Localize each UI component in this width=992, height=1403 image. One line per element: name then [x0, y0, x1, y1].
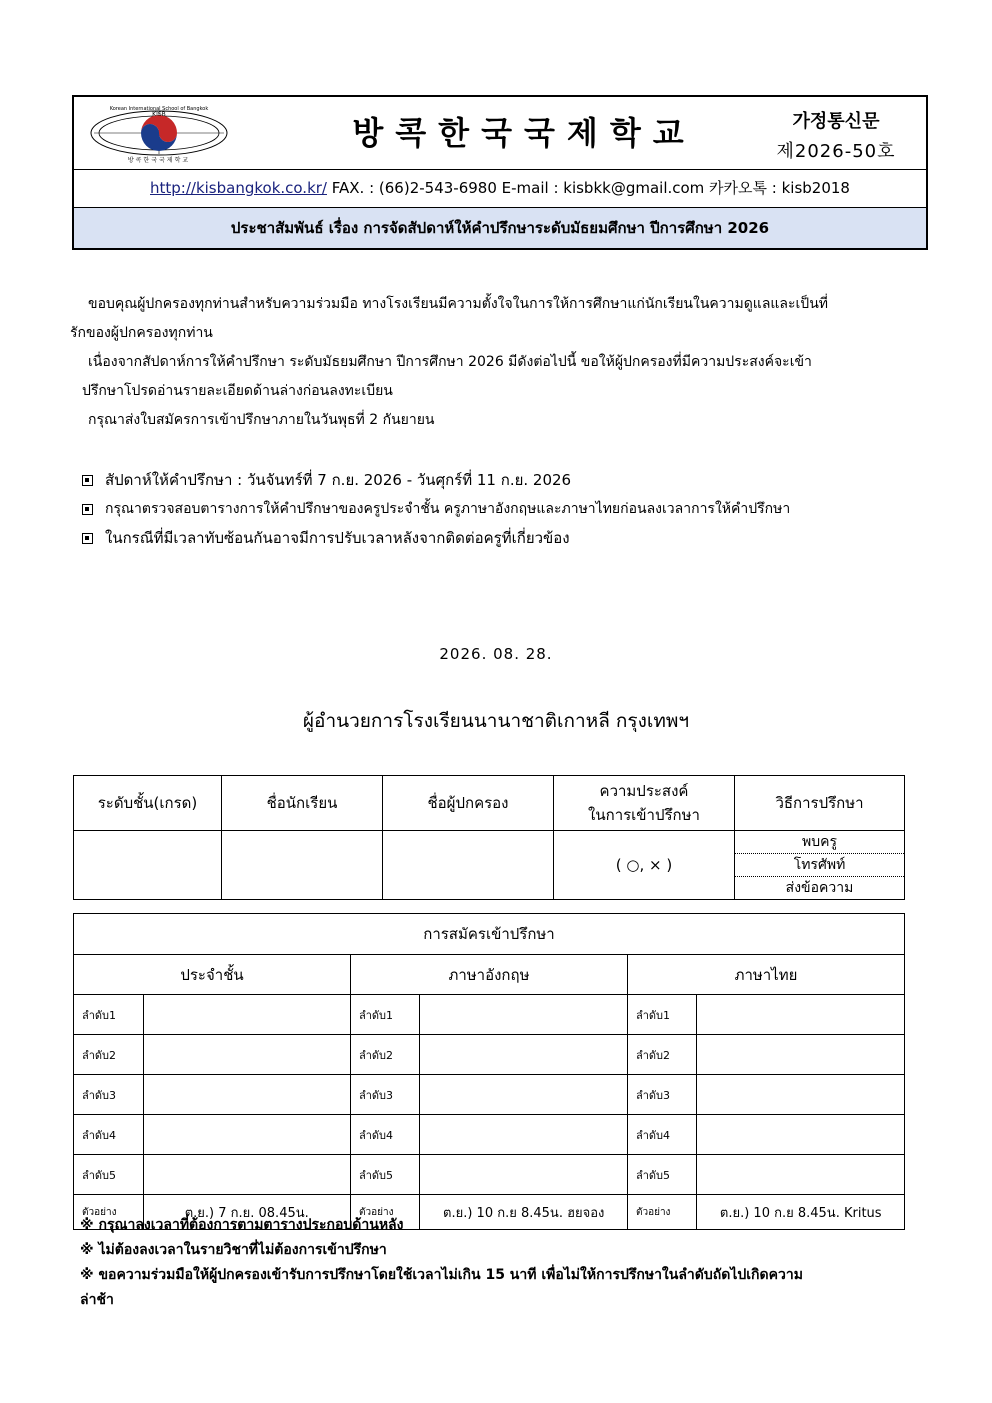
header-method: วิธีการปรึกษา — [735, 776, 905, 831]
logo-bottom-text: 방콕한국국제학교 — [127, 157, 191, 163]
contact-row — [74, 169, 926, 208]
thai-slot-3[interactable] — [697, 1075, 905, 1115]
student-name-input-cell[interactable] — [222, 831, 383, 900]
row-label: ลำดับ3 — [350, 1075, 420, 1115]
notice-label: 가정통신문 — [792, 111, 880, 132]
school-name: 방콕한국국제학교 — [352, 114, 696, 152]
english-slot-3[interactable] — [420, 1075, 627, 1115]
column-thai: ภาษาไทย — [627, 955, 904, 995]
row-label: ลำดับ3 — [627, 1075, 697, 1115]
thai-slot-4[interactable] — [697, 1115, 905, 1155]
bullet-text: สัปดาห์ให้คำปรึกษา : วันจันทร์ที่ 7 ก.ย. 2026 - วันศุกร์ที่ 11 ก.ย. 2026 — [105, 471, 572, 489]
homeroom-slot-5[interactable] — [143, 1155, 350, 1195]
homeroom-slot-2[interactable] — [143, 1035, 350, 1075]
header-grade: ระดับชั้น(เกรด) — [74, 776, 222, 831]
row-label: ลำดับ2 — [627, 1035, 697, 1075]
school-logo — [84, 105, 234, 163]
row-label: ลำดับ4 — [74, 1115, 144, 1155]
intent-input-cell[interactable]: ( ○, × ) — [554, 831, 735, 900]
row-label: ลำดับ2 — [74, 1035, 144, 1075]
english-slot-4[interactable] — [420, 1115, 627, 1155]
method-option-phone[interactable]: โทรศัพท์ — [735, 854, 904, 877]
paragraph-2-cont: ปรึกษาโปรดอ่านรายละเอียดด้านล่างก่อนลงทะเบียน — [82, 383, 393, 399]
row-label: ลำดับ5 — [627, 1155, 697, 1195]
example-label: ตัวอย่าง — [74, 1195, 144, 1230]
thai-slot-1[interactable] — [697, 995, 905, 1035]
logo-center-text: KISB — [152, 111, 166, 118]
consultation-application-table — [73, 913, 905, 1230]
example-label: ตัวอย่าง — [350, 1195, 420, 1230]
row-label: ลำดับ2 — [350, 1035, 420, 1075]
director-signature-line: ผู้อำนวยการโรงเรียนนานาชาติเกาหลี กรุงเทพฯ — [302, 710, 690, 732]
method-options-cell — [735, 831, 905, 900]
thai-slot-2[interactable] — [697, 1035, 905, 1075]
header-intent-line2: ในการเข้าปรึกษา — [588, 806, 700, 824]
header-student-name: ชื่อนักเรียน — [222, 776, 383, 831]
letterhead-top-row — [74, 97, 926, 170]
bullet-text: ในกรณีที่มีเวลาทับซ้อนกันอาจมีการปรับเวลาหลังจากติดต่อครูที่เกี่ยวข้อง — [105, 529, 570, 547]
contact-info: FAX. : (66)2-543-6980 E-mail : kisbkk@gmail.com 카카오톡 : kisb2018 — [331, 179, 850, 197]
method-option-meet[interactable]: พบครู — [735, 831, 904, 854]
row-label: ลำดับ5 — [350, 1155, 420, 1195]
website-link[interactable]: http://kisbangkok.co.kr/ — [150, 179, 327, 197]
footnotes — [80, 1213, 920, 1313]
paragraph-3: กรุณาส่งใบสมัครการเข้าปรึกษาภายในวันพุธที่ 2 กันยายน — [88, 412, 435, 428]
notice-box — [746, 97, 926, 169]
thai-slot-5[interactable] — [697, 1155, 905, 1195]
subject-line: ประชาสัมพันธ์ เรื่อง การจัดสัปดาห์ให้คำปรึกษาระดับมัธยมศึกษา ปีการศึกษา 2026 — [74, 208, 926, 248]
row-label: ลำดับ4 — [350, 1115, 420, 1155]
paragraph-1-cont: รักของผู้ปกครองทุกท่าน — [70, 325, 213, 341]
application-title: การสมัครเข้าปรึกษา — [74, 914, 905, 955]
notice-number: 제2026-50호 — [776, 141, 896, 162]
row-label: ลำดับ1 — [74, 995, 144, 1035]
homeroom-slot-3[interactable] — [143, 1075, 350, 1115]
square-bullet-icon — [82, 504, 93, 515]
row-label: ลำดับ4 — [627, 1115, 697, 1155]
letterhead — [72, 95, 928, 250]
letter-date: 2026. 08. 28. — [439, 645, 553, 663]
row-label: ลำดับ1 — [627, 995, 697, 1035]
info-bullets — [82, 466, 922, 553]
paragraph-1: ขอบคุณผู้ปกครองทุกท่านสำหรับความร่วมมือ ทางโรงเรียนมีความตั้งใจในการให้การศึกษาแก่นักเรียนในความดูแลและเป็นที่ — [88, 296, 828, 312]
header-parent-name: ชื่อผู้ปกครอง — [383, 776, 554, 831]
column-homeroom: ประจำชั้น — [74, 955, 351, 995]
footnote: ※ กรุณาลงเวลาที่ต้องการตามตารางประกอบด้านหลัง — [80, 1217, 404, 1233]
square-bullet-icon — [82, 475, 93, 486]
square-bullet-icon — [82, 533, 93, 544]
footnote-cont: ล่าช้า — [80, 1292, 114, 1308]
row-label: ลำดับ5 — [74, 1155, 144, 1195]
grade-input-cell[interactable] — [74, 831, 222, 900]
bullet-item — [82, 524, 922, 553]
column-english: ภาษาอังกฤษ — [350, 955, 627, 995]
parent-name-input-cell[interactable] — [383, 831, 554, 900]
row-label: ลำดับ1 — [350, 995, 420, 1035]
bullet-text: กรุณาตรวจสอบตารางการให้คำปรึกษาของครูประจำชั้น ครูภาษาอังกฤษและภาษาไทยก่อนลงเวลาการให้คำปรึกษา — [105, 501, 791, 517]
footnote: ※ ขอความร่วมมือให้ผู้ปกครองเข้ารับการปรึกษาโดยใช้เวลาไม่เกิน 15 นาที เพื่อไม่ให้การปรึกษาในลำดับถัดไปเกิดความ — [80, 1267, 803, 1283]
example-homeroom: ต.ย.) 7 ก.ย. 08.45น. — [143, 1195, 350, 1230]
example-thai: ต.ย.) 10 ก.ย 8.45น. Kritus — [697, 1195, 905, 1230]
bullet-item — [82, 495, 922, 524]
student-info-table — [73, 775, 905, 900]
example-english: ต.ย.) 10 ก.ย 8.45น. ฮยจอง — [420, 1195, 627, 1230]
method-option-message[interactable]: ส่งข้อความ — [785, 880, 854, 896]
english-slot-2[interactable] — [420, 1035, 627, 1075]
logo-top-text: Korean International School of Bangkok — [109, 106, 209, 112]
header-intent-line1: ความประสงค์ — [599, 782, 689, 800]
paragraph-2: เนื่องจากสัปดาห์การให้คำปรึกษา ระดับมัธยมศึกษา ปีการศึกษา 2026 มีดังต่อไปนี้ ขอให้ผู้ปกครองที่มีความประสงค์จะเข้า — [88, 354, 812, 370]
example-label: ตัวอย่าง — [627, 1195, 697, 1230]
english-slot-5[interactable] — [420, 1155, 627, 1195]
row-label: ลำดับ3 — [74, 1075, 144, 1115]
homeroom-slot-4[interactable] — [143, 1115, 350, 1155]
footnote: ※ ไม่ต้องลงเวลาในรายวิชาที่ไม่ต้องการเข้าปรึกษา — [80, 1242, 387, 1258]
english-slot-1[interactable] — [420, 995, 627, 1035]
bullet-item — [82, 466, 922, 495]
header-intent — [554, 776, 735, 831]
homeroom-slot-1[interactable] — [143, 995, 350, 1035]
